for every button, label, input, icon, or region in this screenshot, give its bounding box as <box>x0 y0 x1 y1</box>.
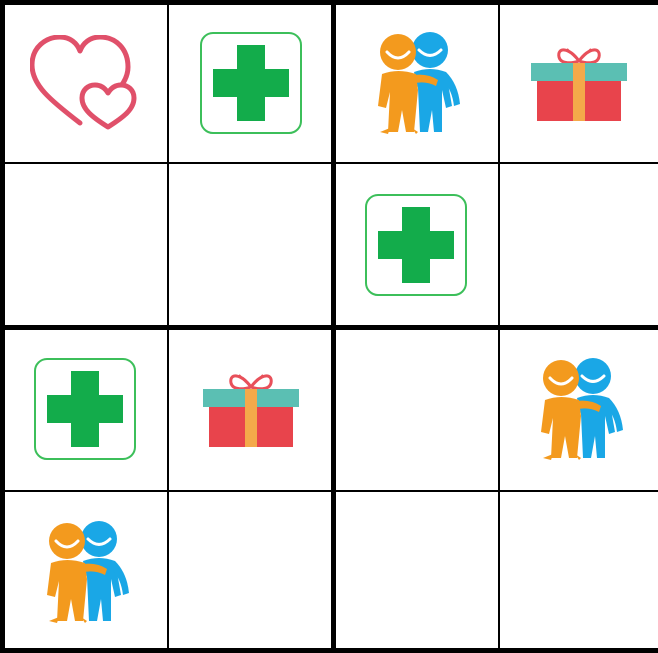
cell-r2-c2[interactable] <box>168 163 333 327</box>
hearts-icon <box>30 35 140 130</box>
cell-r4-c4[interactable] <box>499 491 658 653</box>
cell-r3-c2[interactable] <box>168 327 333 491</box>
cell-r3-c4[interactable] <box>499 327 658 491</box>
cell-r4-c2[interactable] <box>168 491 333 653</box>
friends-icon <box>366 28 466 138</box>
cell-r3-c3[interactable] <box>333 327 499 491</box>
cell-r1-c1[interactable] <box>2 2 168 163</box>
health-plus-icon <box>199 31 303 135</box>
cell-r3-c1[interactable] <box>2 327 168 491</box>
friends-icon <box>529 354 629 464</box>
gift-icon <box>529 43 629 123</box>
cell-r4-c1[interactable] <box>2 491 168 653</box>
health-plus-icon <box>364 193 468 297</box>
cell-r4-c3[interactable] <box>333 491 499 653</box>
cell-r2-c1[interactable] <box>2 163 168 327</box>
health-plus-icon <box>33 357 137 461</box>
cell-r2-c4[interactable] <box>499 163 658 327</box>
cell-r1-c4[interactable] <box>499 2 658 163</box>
cell-r1-c3[interactable] <box>333 2 499 163</box>
grid-line-horizontal <box>0 325 658 330</box>
grid-line-horizontal <box>0 162 658 164</box>
grid-line-horizontal <box>0 490 658 492</box>
grid-line-horizontal <box>0 648 658 653</box>
grid-line-horizontal <box>0 0 658 5</box>
friends-icon <box>35 517 135 627</box>
cell-r1-c2[interactable] <box>168 2 333 163</box>
cell-r2-c3[interactable] <box>333 163 499 327</box>
gift-icon <box>201 369 301 449</box>
